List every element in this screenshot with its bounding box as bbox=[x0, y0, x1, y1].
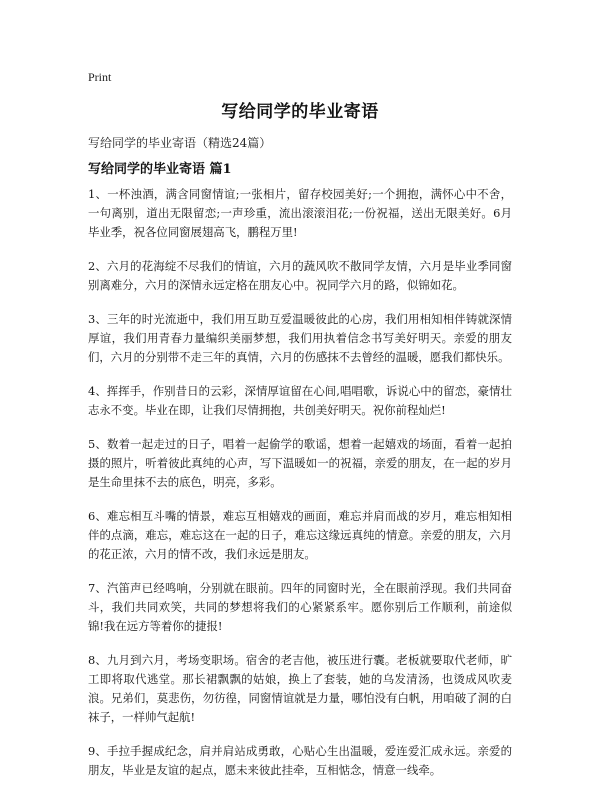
paragraph: 7、汽笛声已经鸣响，分别就在眼前。四年的同窗时光，全在眼前浮现。我们共同奋斗，我们共同欢笑，共同的梦想将我们的心紧紧系牢。愿你别后工作顺利，前途似锦!我在远方等着你的捷报! bbox=[88, 581, 512, 633]
paragraph: 9、手拉手握成纪念，肩并肩站成勇敢，心贴心生出温暖，爱连爱汇成永远。亲爱的朋友，毕业是友谊的起点，愿未来彼此挂牵，互相惦念，情意一线牵。 bbox=[88, 744, 512, 777]
paragraph-list bbox=[88, 185, 512, 795]
paragraph: 5、数着一起走过的日子，唱着一起偷学的歌谣，想着一起嬉戏的场面，看着一起拍摄的照片，听着彼此真纯的心声，写下温暖如一的祝福，亲爱的朋友，在一起的岁月是生命里抹不去的底色，明亮，多彩。 bbox=[88, 437, 512, 489]
page-title: 写给同学的毕业寄语 bbox=[221, 102, 379, 122]
paragraph: 8、九月到六月，考场变职场。宿舍的老吉他，被压进行囊。老板就要取代老师，旷工即将取代逃堂。那长裙飘飘的姑娘，换上了套装，她的乌发清汤，也烫成风吹麦浪。兄弟们，莫悲伤，勿彷徨，同窗情谊就是力量，哪怕没有白帆，用咱破了洞的白袜子，一样帅气起航! bbox=[88, 653, 512, 724]
paragraph: 4、挥挥手，作别昔日的云彩，深情厚谊留在心间,唱唱歌，诉说心中的留恋，豪情壮志永不变。毕业在即，让我们尽情拥抱，共创美好明天。祝你前程灿烂! bbox=[88, 384, 512, 417]
section-heading: 写给同学的毕业寄语 篇1 bbox=[88, 162, 232, 177]
paragraph: 1、一杯浊酒，满含同窗情谊;一张相片，留存校园美好;一个拥抱，满怀心中不舍，一句离别，道出无限留恋;一声珍重，流出滚滚泪花;一份祝福，送出无限美好。6月毕业季，祝各位同窗展翅高飞，鹏程万里! bbox=[88, 187, 512, 239]
paragraph: 6、难忘相互斗嘴的情景，难忘互相嬉戏的画面，难忘并肩而战的岁月，难忘相知相伴的点滴，难忘，难忘这在一起的日子，难忘这缘远真纯的情意。亲爱的朋友，六月的花正浓，六月的情不改，我们永远是朋友。 bbox=[88, 509, 512, 561]
paragraph: 3、三年的时光流逝中，我们用互助互爱温暖彼此的心房，我们用相知相伴铸就深情厚谊，我们用青春力量编织美丽梦想，我们用执着信念书写美好明天。亲爱的朋友们，六月的分别带不走三年的真情，六月的伤感抹不去曾经的温暖，愿我们都快乐。 bbox=[88, 312, 512, 364]
print-link[interactable]: Print bbox=[88, 70, 112, 84]
paragraph: 2、六月的花海绽不尽我们的情谊，六月的蔬风吹不散同学友情，六月是毕业季同窗别离难分，六月的深情永远定格在朋友心中。祝同学六月的路，似锦如花。 bbox=[88, 259, 512, 292]
document-subtitle: 写给同学的毕业寄语（精选24篇） bbox=[88, 136, 272, 150]
